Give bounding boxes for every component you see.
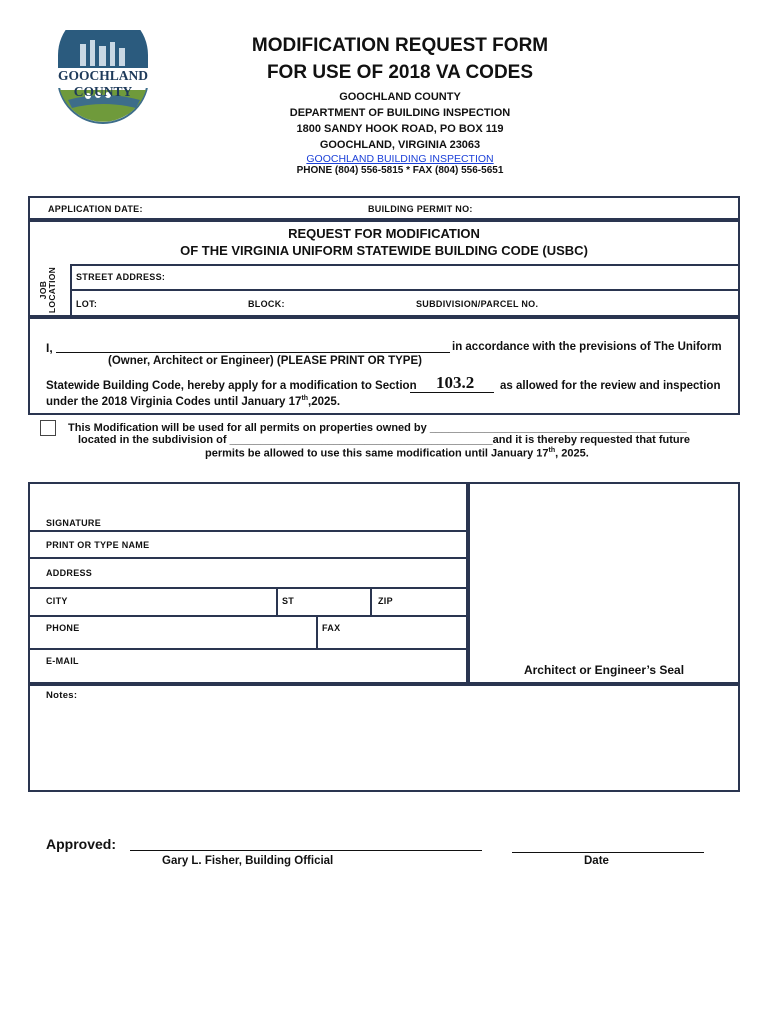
org-name: GOOCHLAND COUNTY bbox=[339, 91, 461, 103]
st-zip-divider bbox=[370, 587, 372, 615]
statement-allowed: as allowed for the review and inspection bbox=[500, 380, 721, 392]
lot-label: LOT: bbox=[76, 299, 98, 309]
modification-line3 bbox=[205, 447, 589, 460]
link-wrap bbox=[190, 153, 610, 165]
request-title-line1: REQUEST FOR MODIFICATION bbox=[288, 226, 480, 241]
email-label: E-MAIL bbox=[46, 656, 79, 666]
city-label: CITY bbox=[46, 596, 68, 606]
seal-label: Architect or Engineer’s Seal bbox=[523, 663, 685, 677]
application-date-label: APPLICATION DATE: bbox=[48, 204, 143, 214]
line3-sup: th bbox=[548, 447, 556, 454]
zip-label: ZIP bbox=[378, 596, 393, 606]
under-end: ,2025. bbox=[308, 395, 341, 408]
st-label: ST bbox=[282, 596, 295, 606]
form-title-line1: MODIFICATION REQUEST FORM bbox=[251, 35, 549, 56]
statement-i: I, bbox=[46, 341, 53, 355]
statement-under bbox=[46, 395, 340, 408]
approved-signature-line[interactable] bbox=[130, 850, 482, 851]
modification-line1: This Modification will be used for all permits on properties owned by __________________________________________ bbox=[68, 422, 687, 434]
street-address-field[interactable] bbox=[170, 268, 730, 284]
building-permit-field[interactable] bbox=[480, 200, 730, 216]
official-name: Gary L. Fisher, Building Official bbox=[162, 855, 334, 867]
approved-label: Approved: bbox=[46, 836, 116, 852]
applicant-name-line[interactable] bbox=[56, 352, 450, 353]
request-title-line2: OF THE VIRGINIA UNIFORM STATEWIDE BUILDING CODE (USBC) bbox=[180, 243, 588, 258]
fax-label: FAX bbox=[322, 623, 341, 633]
owner-note: (Owner, Architect or Engineer) (PLEASE PRINT OR TYPE) bbox=[108, 355, 422, 367]
under-sup: th bbox=[301, 395, 309, 402]
sig-divider-3 bbox=[28, 587, 468, 589]
block-label: BLOCK: bbox=[248, 299, 285, 309]
address-label: ADDRESS bbox=[46, 568, 93, 578]
seal-box bbox=[468, 482, 740, 684]
line3-text: permits be allowed to use this same modification until January 17 bbox=[205, 447, 549, 460]
street-address-label: STREET ADDRESS: bbox=[76, 272, 166, 282]
logo-text: GOOCHLAND COUNTY bbox=[57, 68, 148, 99]
building-inspection-link[interactable]: GOOCHLAND BUILDING INSPECTION bbox=[306, 153, 494, 165]
subdivision-label: SUBDIVISION/PARCEL NO. bbox=[416, 299, 539, 309]
modification-line2: located in the subdivision of ___________________________________________and it is thereby requested that future bbox=[78, 434, 691, 446]
phone-fax: PHONE (804) 556-5815 * FAX (804) 556-5651 bbox=[296, 165, 504, 176]
form-title-line2: FOR USE OF 2018 VA CODES bbox=[266, 62, 534, 83]
phone-label: PHONE bbox=[46, 623, 80, 633]
city-address: GOOCHLAND, VIRGINIA 23063 bbox=[319, 139, 481, 151]
sig-divider-5 bbox=[28, 648, 468, 650]
line3-end: , 2025. bbox=[555, 447, 589, 460]
print-name-label: PRINT OR TYPE NAME bbox=[46, 540, 150, 550]
county-logo bbox=[28, 30, 178, 125]
sig-divider-4 bbox=[28, 615, 468, 617]
phone-fax-divider bbox=[316, 615, 318, 648]
building-permit-label: BUILDING PERMIT NO: bbox=[368, 204, 473, 214]
notes-label: Notes: bbox=[46, 690, 78, 701]
section-number: 103.2 bbox=[436, 373, 475, 392]
city-st-divider bbox=[276, 587, 278, 615]
section-line bbox=[410, 392, 494, 393]
job-location-label: JOB LOCATION bbox=[38, 266, 57, 314]
date-label: Date bbox=[584, 855, 609, 867]
street-address: 1800 SANDY HOOK ROAD, PO BOX 119 bbox=[296, 123, 504, 135]
notes-field[interactable] bbox=[40, 705, 730, 785]
statement-apply: Statewide Building Code, hereby apply for a modification to Section bbox=[46, 380, 417, 392]
application-date-field[interactable] bbox=[150, 200, 360, 216]
properties-checkbox[interactable] bbox=[40, 420, 56, 436]
dept-name: DEPARTMENT OF BUILDING INSPECTION bbox=[289, 107, 511, 119]
request-divider-top bbox=[70, 264, 740, 266]
request-divider-mid bbox=[70, 289, 740, 291]
sig-divider-1 bbox=[28, 530, 468, 532]
statement-accordance: in accordance with the previsions of The Uniform bbox=[452, 341, 722, 353]
signature-label: SIGNATURE bbox=[46, 518, 102, 528]
sig-divider-2 bbox=[28, 557, 468, 559]
signature-field[interactable] bbox=[46, 490, 456, 516]
under-text: under the 2018 Virginia Codes until January 17 bbox=[46, 395, 302, 408]
approval-date-line[interactable] bbox=[512, 852, 704, 853]
